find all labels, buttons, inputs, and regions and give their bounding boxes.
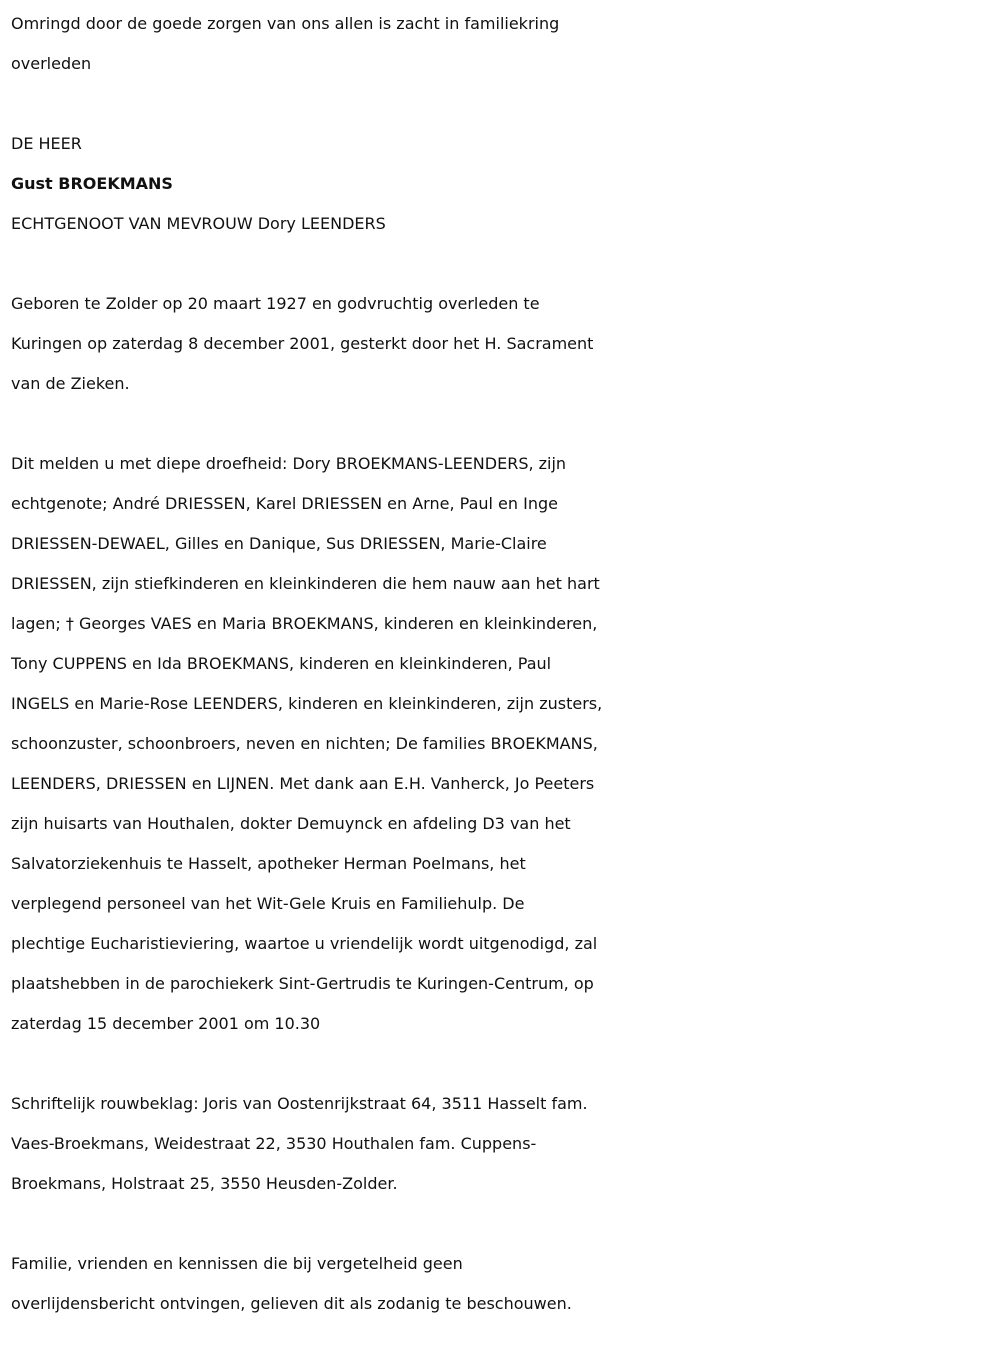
paragraph-spacer bbox=[11, 404, 991, 444]
spouse-line: ECHTGENOOT VAN MEVROUW Dory LEENDERS bbox=[11, 214, 386, 233]
announcement-paragraph bbox=[11, 444, 991, 1044]
paragraph-spacer bbox=[11, 1204, 991, 1244]
announcement-line: Salvatorziekenhuis te Hasselt, apotheker Herman Poelmans, het bbox=[11, 854, 526, 873]
obituary-document bbox=[11, 4, 991, 1324]
announcement-line: lagen; † Georges VAES en Maria BROEKMANS, kinderen en kleinkinderen, bbox=[11, 614, 598, 633]
condolences-line: Schriftelijk rouwbeklag: Joris van Oostenrijkstraat 64, 3511 Hasselt fam. bbox=[11, 1094, 588, 1113]
announcement-line: Tony CUPPENS en Ida BROEKMANS, kinderen en kleinkinderen, Paul bbox=[11, 654, 552, 673]
closing-line: Familie, vrienden en kennissen die bij vergetelheid geen bbox=[11, 1254, 463, 1273]
intro-paragraph bbox=[11, 4, 991, 84]
announcement-line: zijn huisarts van Houthalen, dokter Demuynck en afdeling D3 van het bbox=[11, 814, 571, 833]
closing-paragraph bbox=[11, 1244, 991, 1324]
announcement-line: Dit melden u met diepe droefheid: Dory BROEKMANS-LEENDERS, zijn bbox=[11, 454, 567, 473]
intro-line: Omringd door de goede zorgen van ons allen is zacht in familiekring bbox=[11, 14, 560, 33]
announcement-line: zaterdag 15 december 2001 om 10.30 bbox=[11, 1014, 321, 1033]
deceased-title: DE HEER bbox=[11, 134, 82, 153]
condolences-line: Vaes-Broekmans, Weidestraat 22, 3530 Houthalen fam. Cuppens- bbox=[11, 1134, 537, 1153]
closing-line: overlijdensbericht ontvingen, gelieven dit als zodanig te beschouwen. bbox=[11, 1294, 572, 1313]
announcement-line: echtgenote; André DRIESSEN, Karel DRIESSEN en Arne, Paul en Inge bbox=[11, 494, 558, 513]
announcement-line: DRIESSEN-DEWAEL, Gilles en Danique, Sus DRIESSEN, Marie-Claire bbox=[11, 534, 547, 553]
condolences-paragraph bbox=[11, 1084, 991, 1204]
announcement-line: plaatshebben in de parochiekerk Sint-Gertrudis te Kuringen-Centrum, op bbox=[11, 974, 594, 993]
intro-line: overleden bbox=[11, 54, 92, 73]
birth-death-paragraph bbox=[11, 284, 991, 404]
deceased-name: Gust BROEKMANS bbox=[11, 174, 173, 193]
deceased-block bbox=[11, 124, 991, 244]
condolences-line: Broekmans, Holstraat 25, 3550 Heusden-Zolder. bbox=[11, 1174, 398, 1193]
birth-death-line: van de Zieken. bbox=[11, 374, 130, 393]
announcement-line: INGELS en Marie-Rose LEENDERS, kinderen en kleinkinderen, zijn zusters, bbox=[11, 694, 603, 713]
announcement-line: DRIESSEN, zijn stiefkinderen en kleinkinderen die hem nauw aan het hart bbox=[11, 574, 600, 593]
announcement-line: LEENDERS, DRIESSEN en LIJNEN. Met dank aan E.H. Vanherck, Jo Peeters bbox=[11, 774, 595, 793]
birth-death-line: Kuringen op zaterdag 8 december 2001, gesterkt door het H. Sacrament bbox=[11, 334, 594, 353]
announcement-line: schoonzuster, schoonbroers, neven en nichten; De families BROEKMANS, bbox=[11, 734, 598, 753]
paragraph-spacer bbox=[11, 84, 991, 124]
paragraph-spacer bbox=[11, 1044, 991, 1084]
birth-death-line: Geboren te Zolder op 20 maart 1927 en godvruchtig overleden te bbox=[11, 294, 540, 313]
announcement-line: verplegend personeel van het Wit-Gele Kruis en Familiehulp. De bbox=[11, 894, 525, 913]
paragraph-spacer bbox=[11, 244, 991, 284]
announcement-line: plechtige Eucharistieviering, waartoe u vriendelijk wordt uitgenodigd, zal bbox=[11, 934, 598, 953]
